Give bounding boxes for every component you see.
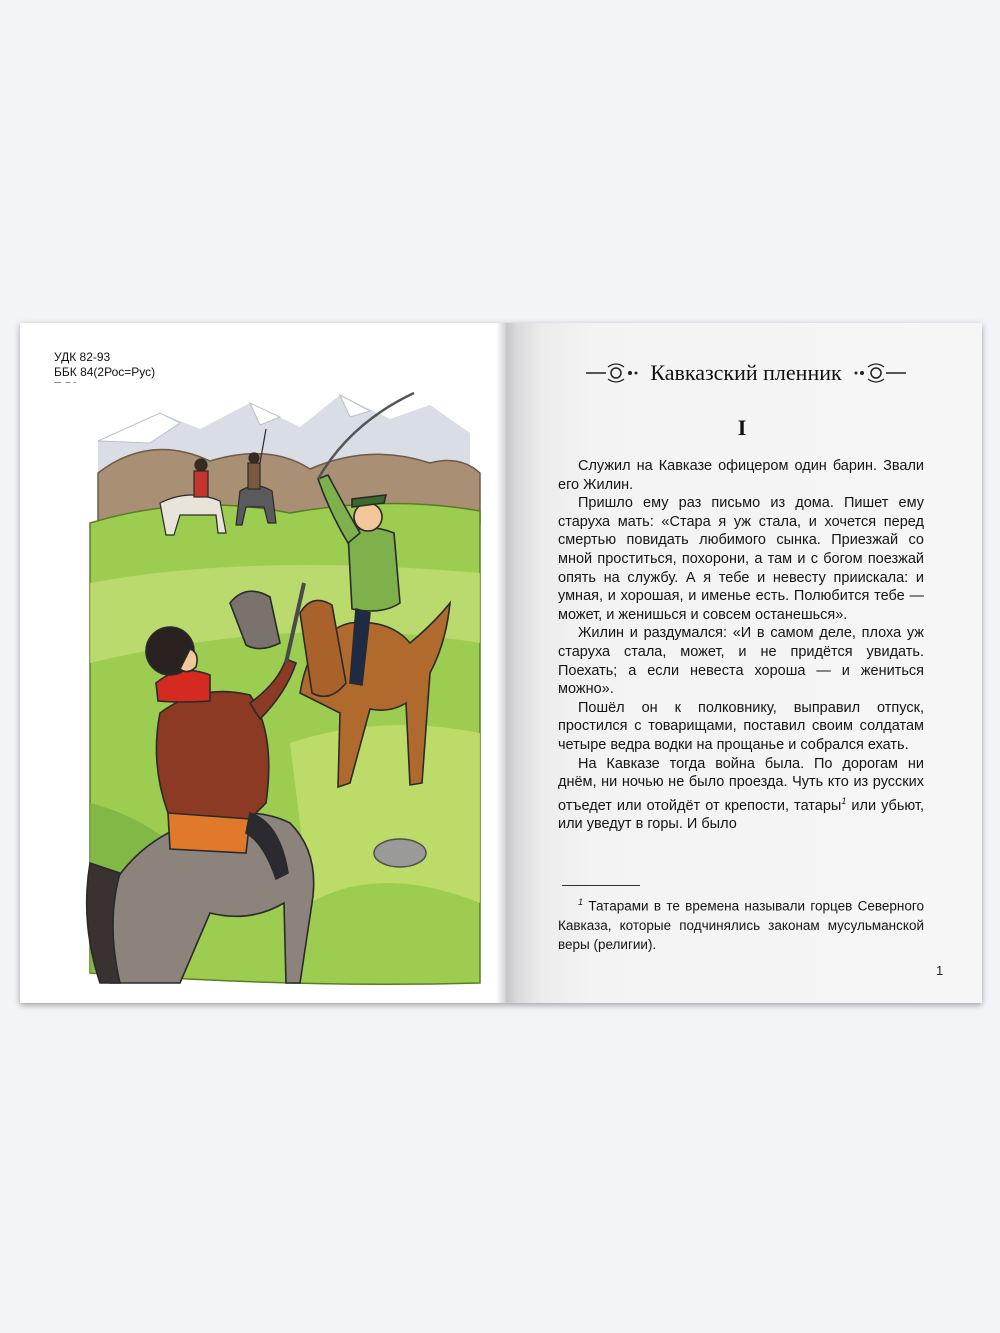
book-spread bbox=[20, 323, 982, 1003]
udk-code: УДК 82-93 bbox=[54, 350, 111, 364]
right-ornament-icon bbox=[852, 361, 906, 385]
paragraph: Жилин и раздумался: «И в самом деле, плоха уж старуха стала, может, и не придётся увидать. Поехать; а если невеста хороша — и жениться можно». bbox=[558, 625, 924, 698]
paragraph-text: или убьют, или уведут в горы. И было bbox=[558, 797, 924, 833]
footnote-divider bbox=[562, 885, 640, 886]
title-row bbox=[576, 353, 916, 393]
paragraph-text: На Кавказе тогда война была. По дорогам ни днём, ни ночью не было проезда. Чуть кто из русских отъедет или отойдёт от крепости, татары bbox=[558, 755, 924, 814]
paragraph: Пришло ему раз письмо из дома. Пишет ему старуха мать: «Стара я уж стала, и хочется перед смертью повидать любимого сынка. Приезжай со мной проститься, похорони, а там и с богом поезжай опять на службу. А я тебе и невесту приискала: и умная, и хорошая, и именье есть. Полюбится тебе — может, и женишься и совсем останешься». bbox=[558, 495, 924, 623]
right-page bbox=[502, 323, 982, 1003]
paragraph: Пошёл он к полковнику, выправил отпуск, простился с товарищами, поставил своим солдатам четыре ведра водки на прощанье и собрался ехать. bbox=[558, 699, 924, 753]
left-page bbox=[20, 323, 502, 1003]
chapter-number: I bbox=[737, 415, 747, 440]
paragraph bbox=[558, 755, 924, 834]
bbk-code: ББК 84(2Рос=Рус) bbox=[54, 365, 156, 379]
paragraph: Служил на Кавказе офицером один барин. Звали его Жилин. bbox=[558, 458, 924, 493]
footnote-marker: 1 bbox=[841, 795, 847, 806]
left-ornament-icon bbox=[586, 361, 640, 385]
body-text bbox=[558, 457, 924, 834]
footnote bbox=[558, 893, 924, 954]
book-title: Кавказский пленник bbox=[650, 360, 842, 385]
footnote-number: 1 bbox=[578, 897, 584, 907]
illustration bbox=[50, 383, 490, 1003]
footnote-text: Татарами в те времена называли горцев Северного Кавказа, которые подчинялись законам мусульманской веры (религии). bbox=[558, 898, 924, 952]
book-gutter bbox=[496, 323, 506, 1003]
page-number: 1 bbox=[936, 963, 944, 978]
